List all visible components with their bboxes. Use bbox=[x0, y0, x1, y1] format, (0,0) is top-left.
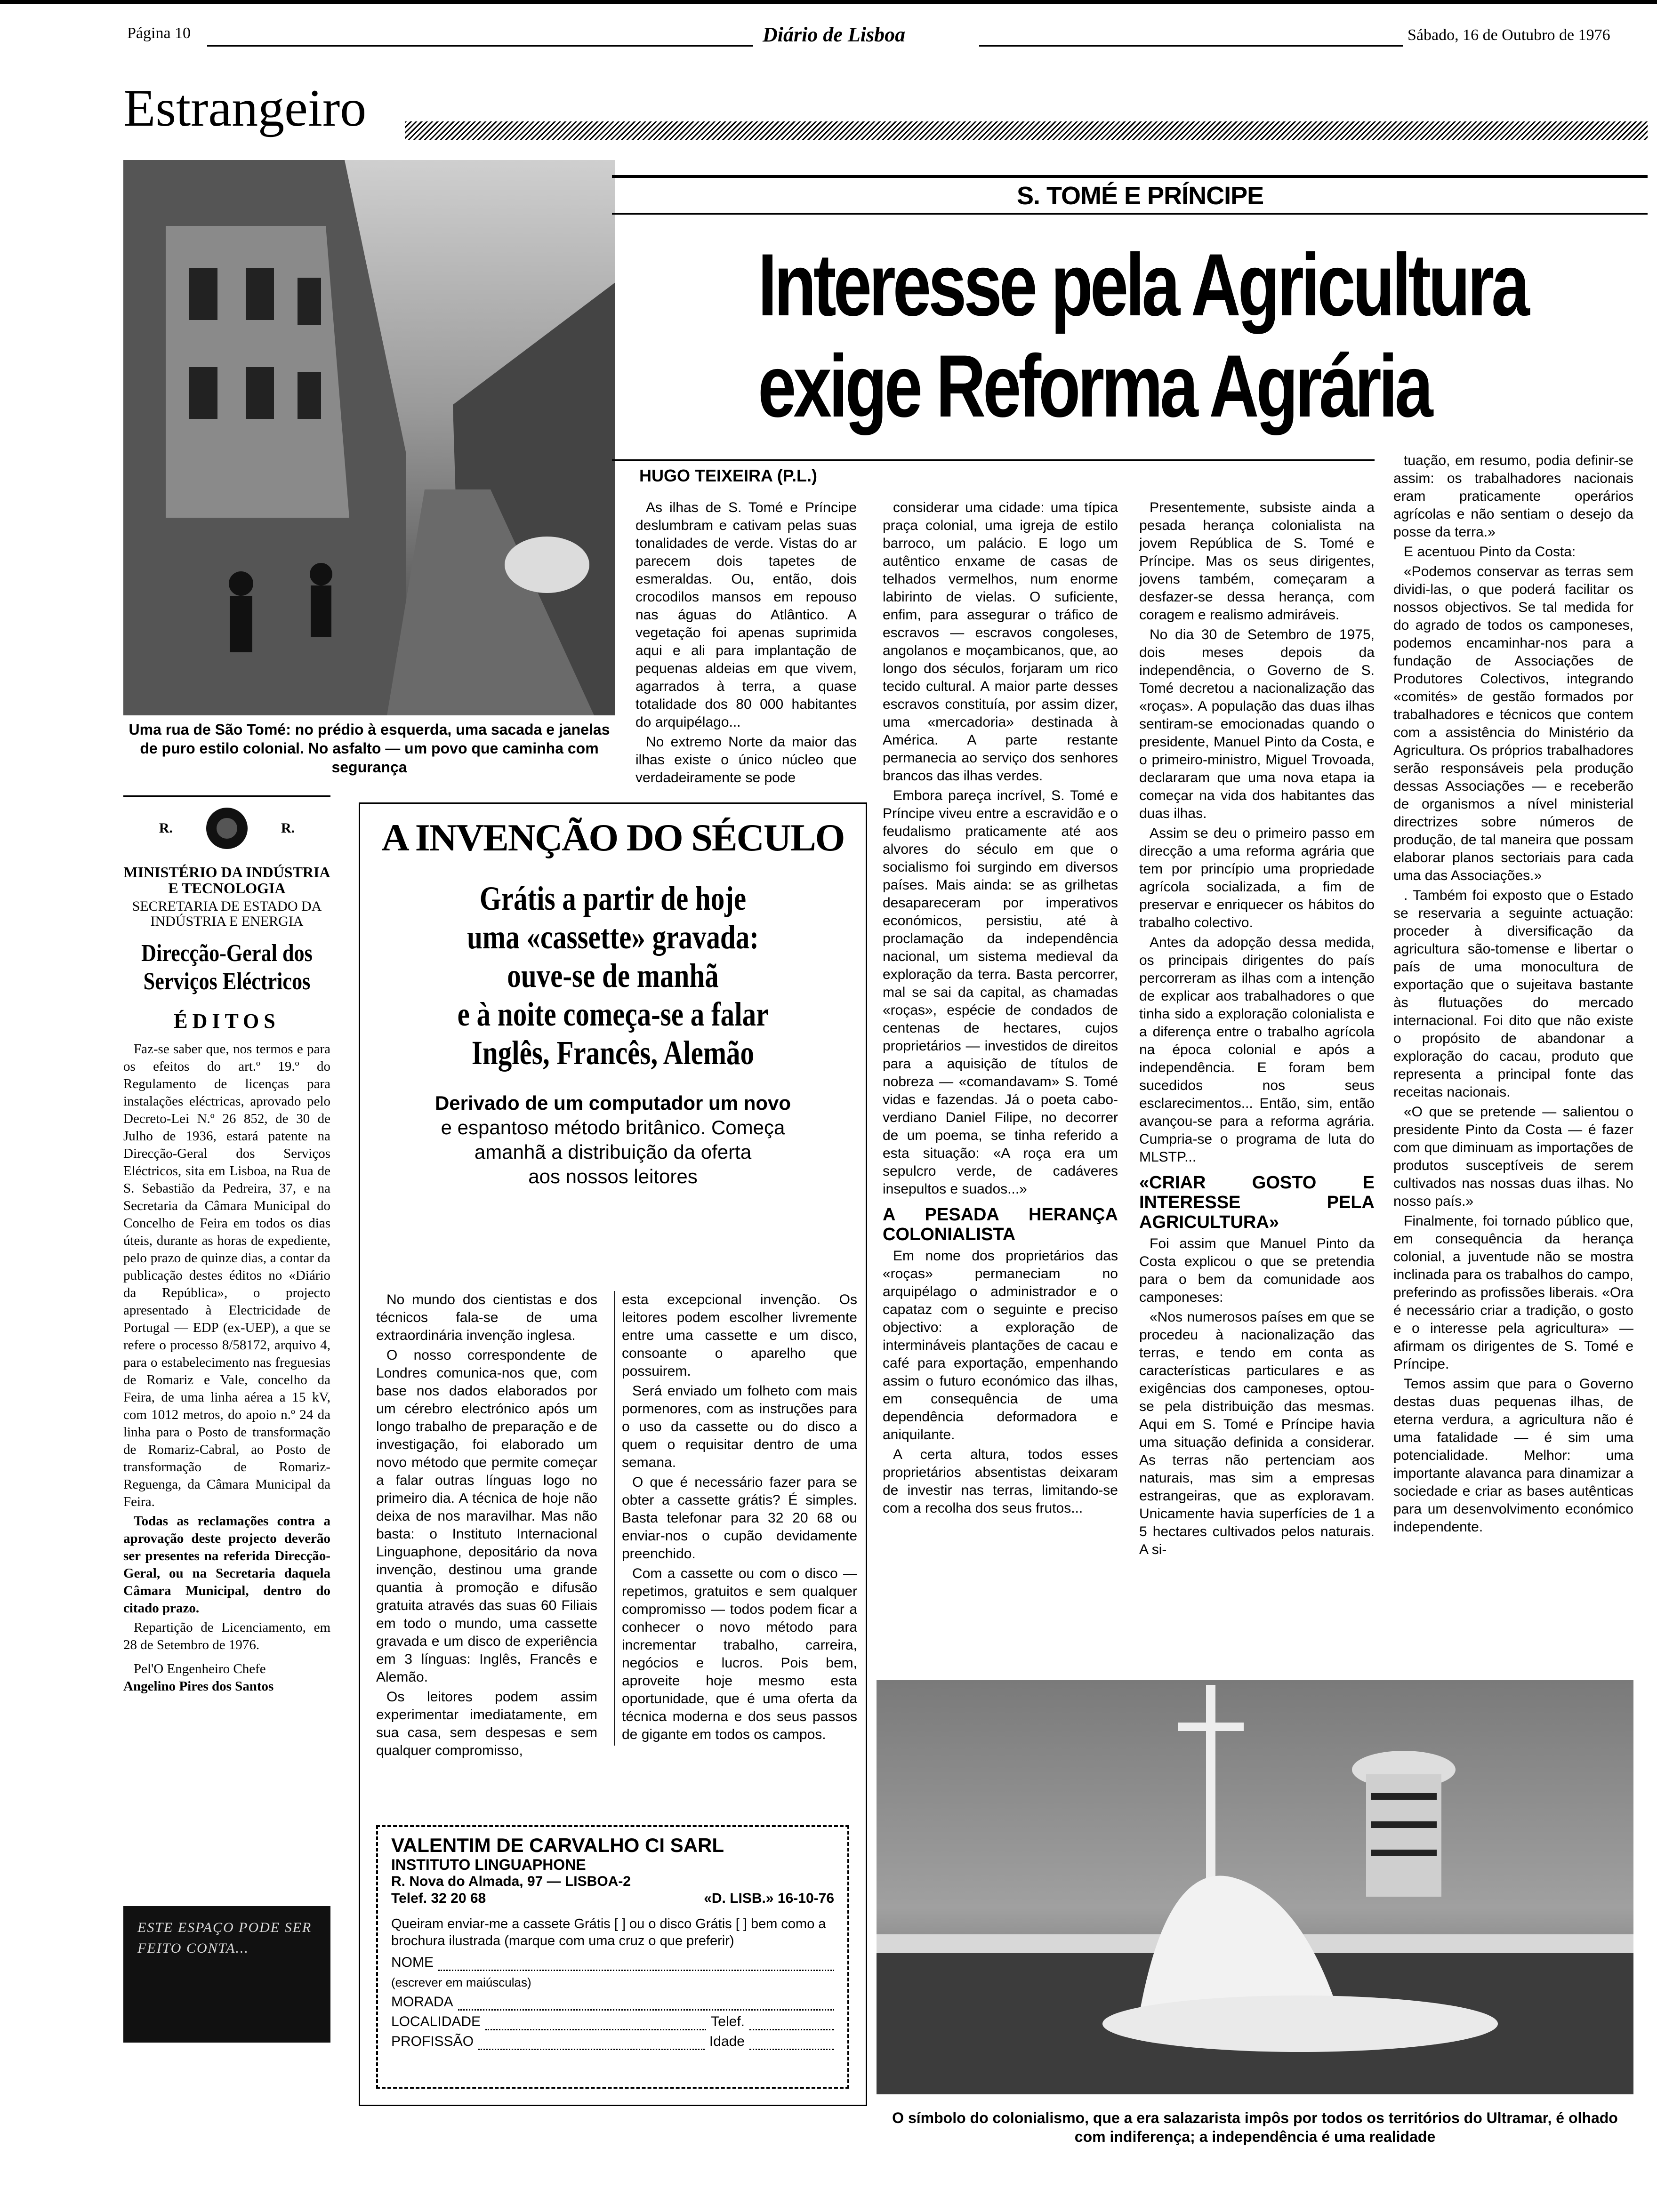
ad-column-1 bbox=[376, 1291, 597, 1762]
monument-photo-caption: O símbolo do colonialismo, que a era salazarista impôs por todos os territórios do Ultramar, é olhado com indiferença; a independência é uma realidade bbox=[892, 2109, 1618, 2145]
monument-photo-graphic bbox=[877, 1680, 1633, 2094]
ad-column-2 bbox=[614, 1291, 857, 1746]
address-label: MORADA bbox=[391, 1994, 453, 2010]
paragraph: No dia 30 de Setembro de 1975, dois meses depois da independência, o Governo de S. Tomé decretou a nacionalização das «roças». A população das duas ilhas sentiram-se emocionadas quando o presidente, Manuel Pinto da Costa, e o primeiro-ministro, Miguel Trovoada, declararam que uma nova etapa ia começar na vida dos habitantes das duas ilhas. bbox=[1139, 627, 1375, 821]
name-field[interactable] bbox=[438, 1956, 834, 1971]
notice-paragraph: Todas as reclamações contra a aprovação deste projecto deverão ser presentes na referida Direcção-Geral, ou na Secretaria daquela Câmara Municipal, dentro do citado prazo. bbox=[123, 1514, 330, 1616]
street-photo-caption: Uma rua de São Tomé: no prédio à esquerda, uma sacada e janelas de puro estilo colonial. No asfalto — um povo que caminha com segurança bbox=[129, 721, 610, 776]
profession-field[interactable] bbox=[478, 2035, 705, 2050]
ad-subheading bbox=[360, 1091, 866, 1189]
ad-paragraph: O que é necessário fazer para se obter a cassette grátis? É simples. Basta telefonar para 32 20 68 ou enviar-nos o cupão devidamente preenchido. bbox=[622, 1475, 857, 1562]
top-border bbox=[0, 0, 1657, 4]
phone-field[interactable] bbox=[749, 2015, 834, 2030]
linguaphone-ad bbox=[359, 802, 867, 2106]
monument-photo bbox=[877, 1680, 1633, 2094]
signature-title: Pel'O Engenheiro Chefe bbox=[134, 1661, 266, 1676]
direction-name: Direcção-Geral dos Serviços Eléctricos bbox=[141, 940, 313, 995]
ad-headline-line: ouve-se de manhã bbox=[507, 957, 719, 994]
name-label: NOME bbox=[391, 1955, 434, 1970]
name-hint: (escrever em maiúsculas) bbox=[391, 1975, 531, 1989]
ad-paragraph: Com a cassette ou com o disco — repetimos, gratuitos e sem qualquer compromisso — todos podem ficar a conhecer o novo método para incrementar trabalho, carreira, negócios e lucros. Pois bem, aproveite hoje mesmo esta oportunidade, que é uma oferta da técnica moderna e dos seus passos de gigante em todos os campos. bbox=[622, 1566, 857, 1742]
ad-paragraph: Será enviado um folheto com mais pormenores, com as instruções para o uso da cassette ou do disco a quem o requisitar dentro de uma semana. bbox=[622, 1383, 857, 1470]
ad-headline-line: Grátis a partir de hoje bbox=[479, 880, 747, 917]
signature-name: Angelino Pires dos Santos bbox=[123, 1679, 274, 1694]
article-column-2 bbox=[883, 499, 1118, 1519]
kicker-rule bbox=[612, 175, 1648, 178]
age-label: Idade bbox=[709, 2034, 745, 2049]
subhead-heranca: A PESADA HERANÇA COLONIALISTA bbox=[883, 1205, 1118, 1244]
subhead-criar-gosto: «CRIAR GOSTO E INTERESSE PELA AGRICULTURA» bbox=[1139, 1173, 1375, 1232]
crest-right-letter: R. bbox=[281, 820, 295, 836]
paragraph: Embora pareça incrível, S. Tomé e Príncipe viveu entre a escravidão e o feudalismo praticamente até aos alvores do século em que o socialismo foi surgindo em diversos países. Mais ainda: se as grilhetas desapareceram por imperativos económicos, persistiu, até à proclamação da independência nacional, um sistema medieval da exploração da terra. Basta percorrer, mal se sai da capital, as chamadas «roças», espécie de condados de centenas de hectares, cujos proprietários — investidos de direitos para a aquisição de títulos de nobreza — «comandavam» S. Tomé vidas e fazendas. Já o poeta cabo-verdiano Daniel Filipe, no decorrer de um poema, se tinha referido a esta situação: «A roça era um sepulcro verde, de cadáveres insepultos e suados...» bbox=[883, 788, 1118, 1197]
ad-paragraph: No mundo dos cientistas e dos técnicos fala-se de uma extraordinária invenção inglesa. bbox=[376, 1292, 597, 1343]
paragraph: A certa altura, todos esses proprietários absentistas deixaram de investir nas terras, limitando-se com a recolha dos seus frutos... bbox=[883, 1447, 1118, 1516]
street-photo bbox=[123, 160, 615, 715]
ministry-name: MINISTÉRIO DA INDÚSTRIA E TECNOLOGIA bbox=[123, 864, 330, 897]
paragraph: «O que se pretende — salientou o presidente Pinto da Costa — é fazer com que diminuam as importações de produtos susceptíveis de serem cultivados nas nossas duas ilhas. No nosso país.» bbox=[1393, 1104, 1633, 1209]
sketch-text: ESTE ESPAÇO PODE SER FEITO CONTA... bbox=[137, 1920, 312, 1956]
ad-sub-line: e espantoso método britânico. Começa bbox=[441, 1116, 785, 1138]
order-coupon bbox=[376, 1825, 849, 2089]
article-column-4 bbox=[1393, 452, 1633, 1538]
crest-left-letter: R. bbox=[159, 820, 173, 836]
ad-sub-line: amanhã a distribuição da oferta bbox=[474, 1141, 752, 1163]
headline-line-1: Interesse pela Agricultura bbox=[758, 235, 1527, 334]
paragraph: Foi assim que Manuel Pinto da Costa explicou o que se pretendia para o bem da comunidade aos camponeses: bbox=[1139, 1236, 1375, 1305]
phone-label: Telef. bbox=[711, 2014, 745, 2029]
section-rule bbox=[405, 121, 1648, 140]
ad-headline bbox=[406, 879, 820, 1072]
editos-notice bbox=[123, 800, 330, 1897]
ad-paragraph: esta excepcional invenção. Os leitores podem escolher livremente entre uma cassette e um disco, consoante o aparelho que possuirem. bbox=[622, 1292, 857, 1379]
article-column-1 bbox=[635, 499, 857, 789]
ad-sub-line: aos nossos leitores bbox=[528, 1165, 698, 1187]
byline: HUGO TEIXEIRA (P.L.) bbox=[639, 466, 818, 485]
paragraph: tuação, em resumo, podia definir-se assim: os trabalhadores nacionais eram praticamente operários agrícolas e não sentiam o desejo da posse da terra.» bbox=[1393, 453, 1633, 540]
paragraph: Antes da adopção dessa medida, os principais dirigentes do país percorreram as ilhas com a intenção de explicar aos trabalhadores o que tinha sido a exploração colonialista e a diferença entre o trabalho agrícola na época colonial e após a independência. E foram bem sucedidos nos seus esclarecimentos... Então, sim, então avançou-se para a reforma agrária. Cumpria-se o programa de luta do MLSTP... bbox=[1139, 935, 1375, 1165]
masthead-rule-left bbox=[207, 45, 753, 47]
paragraph: Presentemente, subsiste ainda a pesada herança colonialista na jovem República de S. Tomé e Príncipe. Mas os seus dirigentes, jovens também, começaram a desfazer-se dessa herança, com coragem e realismo admiráveis. bbox=[1139, 500, 1375, 623]
coupon-reference: «D. LISB.» 16-10-76 bbox=[704, 1891, 834, 1906]
secretariat-name: SECRETARIA DE ESTADO DA INDÚSTRIA E ENERGIA bbox=[132, 898, 322, 929]
locality-label: LOCALIDADE bbox=[391, 2014, 481, 2029]
paragraph: Assim se deu o primeiro passo em direcção a uma reforma agrária que tem por princípio uma propriedade agrícola socializada, a fim de preservar e enriquecer os hábitos do trabalho colectivo. bbox=[1139, 825, 1375, 930]
paragraph: . Também foi exposto que o Estado se reservaria a seguinte actuação: proceder à diversificação da agricultura são-tomense e libertar o país de uma monocultura de exportação que o sujeitava bastante às flutuações do mercado internacional. Foi dito que não existe o propósito de abandonar a exploração do cacau, produto que representa a principal fonte das receitas nacionais. bbox=[1393, 888, 1633, 1100]
headline-line-2: exige Reforma Agrária bbox=[758, 337, 1431, 435]
notice-paragraph: Faz-se saber que, nos termos e para os efeitos do art.º 19.º do Regulamento de licenças para instalações eléctricas, aprovado pelo Decreto-Lei N.º 26 852, de 30 de Julho de 1936, estará patente na Direcção-Geral dos Serviços Eléctricos, sita em Lisboa, na Rua de S. Sebastião da Pedreira, 37, e na Secretaria da Câmara Municipal do Concelho de Feira em todos os dias úteis, durante as horas de expediente, pelo prazo de quinze dias, a contar da publicação destes éditos no «Diário da República», o projecto apresentado à Electricidade de Portugal — EDP (ex-UEP), a que se refere o processo 8/58172, arquivo 4, para o estabelecimento nas freguesias de Romariz e Vale, concelho da Feira, de uma linha aérea a 15 kV, com 1012 metros, do apoio n.º 24 da linha para o Posto de transformação de Romariz-Cabral, ao Posto de transformação de Romariz-Reguenga, da Câmara Municipal da Feira. bbox=[123, 1042, 330, 1509]
age-field[interactable] bbox=[749, 2035, 834, 2050]
byline-rule bbox=[612, 459, 1375, 461]
coupon-institute: INSTITUTO LINGUAPHONE bbox=[391, 1856, 586, 1873]
newspaper-name: Diário de Lisboa bbox=[763, 23, 906, 46]
ad-sub-line: Derivado de um computador um novo bbox=[434, 1092, 791, 1114]
paragraph: No extremo Norte da maior das ilhas existe o único núcleo que verdadeiramente se pode bbox=[635, 734, 857, 785]
notice-top-rule bbox=[123, 795, 330, 797]
article-column-3 bbox=[1139, 499, 1375, 1561]
ad-paragraph: O nosso correspondente de Londres comunica-nos que, com base nos dados elaborados por um cérebro electrónico após um longo trabalho de preparação e de investigação, foi elaborado um novo método que permite começar a falar outras línguas logo no primeiro dia. A técnica de hoje não deixa de nos maravilhar. Mas não basta: o Instituto Internacional Linguaphone, depositário da nova invenção, destinou uma grande quantia à promoção e difusão gratuita através das suas 60 Filiais em todo o mundo, uma cassette gravada e um disco de experiência em 3 línguas: Inglês, Francês e Alemão. bbox=[376, 1347, 597, 1685]
ad-title: A INVENÇÃO DO SÉCULO bbox=[381, 816, 845, 859]
ad-paragraph: Os leitores podem assim experimentar imediatamente, em sua casa, sem despesas e sem qualquer compromisso, bbox=[376, 1689, 597, 1758]
paragraph: «Podemos conservar as terras sem dividi-las, o que poderá facilitar os nossos objectivos. Se tal medida for do agrado de todos os camponeses, podemos encaminhar-nos para a fundação de Associações de Produtores Colectivos, integrando «comités» de gestão formados por trabalhadores e técnicos que contem com a assistência do Ministério da Agricultura. Os próprios trabalhadores serão responsáveis pela produção dessas Associações — e receberão de organismos a nível ministerial directrizes sobre números de produção, de tal maneira que possam elaborar planos sectoriais para cada uma das Associações.» bbox=[1393, 564, 1633, 883]
paragraph: As ilhas de S. Tomé e Príncipe deslumbram e cativam pelas suas tonalidades de verde. Vistas do ar parecem dois tapetes de esmeraldas. Ou, então, dois crocodilos mansos em repouso nas águas do Atlântico. A vegetação foi apenas suprimida aqui e ali para implantação de pequenas aldeias em que vivem, agarrados à terra, a quase totalidade dos 80 000 habitantes do arquipélago... bbox=[635, 500, 857, 730]
profession-label: PROFISSÃO bbox=[391, 2034, 474, 2049]
address-field[interactable] bbox=[458, 1995, 834, 2011]
kicker-rule-bottom bbox=[612, 213, 1648, 215]
paragraph: Em nome dos proprietários das «roças» permaneciam no arquipélago o administrador e o capataz com o seguinte e preciso objectivo: a exploração de intermináveis plantações de cacau e café para exportação, empenhando assim o futuro económico das ilhas, em consequência de uma dependência deformadora e aniquilante. bbox=[883, 1248, 1118, 1443]
paragraph: E acentuou Pinto da Costa: bbox=[1404, 544, 1576, 560]
kicker: S. TOMÉ E PRÍNCIPE bbox=[1017, 182, 1264, 210]
masthead-rule-right bbox=[979, 45, 1403, 47]
paragraph: Finalmente, foi tornado público que, em consequência da herança colonial, a juventude não se mostra inclinada para os trabalhos do campo, preferindo as profissões liberais. «Ora é necessário criar a tradição, o gosto e o interesse pela agricultura» — afirmam os dirigentes de S. Tomé e Príncipe. bbox=[1393, 1213, 1633, 1372]
issue-date: Sábado, 16 de Outubro de 1976 bbox=[1408, 26, 1610, 44]
paragraph: considerar uma cidade: uma típica praça colonial, uma igreja de estilo barroco, um palácio. E logo um autêntico enxame de casas de telhados vermelhos, num enorme labirinto de vielas. O suficiente, enfim, para assegurar o tráfico de escravos — escravos congoleses, angolanos e moçambicanos, que, ao longo dos séculos, forjaram um rico tecido cultural. A maior parte desses escravos constituía, por assim dizer, uma «mercadoria» destinada à América. A parte restante permanecia ao serviço dos senhores brancos das ilhas verdes. bbox=[883, 500, 1118, 784]
ad-headline-line: Inglês, Francês, Alemão bbox=[471, 1034, 755, 1072]
handwritten-sketch bbox=[123, 1906, 330, 2043]
paragraph: Temos assim que para o Governo destas duas pequenas ilhas, de eterna verdura, a agricultura não é uma fatalidade — é sim uma potencialidade. Melhor: uma importante alavanca para dinamizar a sociedade e criar as bases autênticas para um desenvolvimento económico independente. bbox=[1393, 1376, 1633, 1535]
coupon-phone: Telef. 32 20 68 bbox=[391, 1891, 486, 1906]
paragraph: «Nos numerosos países em que se procedeu à nacionalização das terras, e tendo em conta as características particulares e as exigências dos camponeses, optou-se pela distribuição das mesmas. Aqui em S. Tomé e Príncipe havia uma situação definida a considerar. As terras não pertenciam aos naturais, mas sim a empresas estrangeiras, que as exploravam. Unicamente havia superfícies de 1 a 5 hectares cultivados pelos naturais. A si- bbox=[1139, 1309, 1375, 1557]
page-number: Página 10 bbox=[127, 24, 191, 42]
notice-body bbox=[123, 1041, 330, 1695]
section-title: Estrangeiro bbox=[123, 79, 367, 137]
coupon-address: R. Nova do Almada, 97 — LISBOA-2 bbox=[391, 1874, 631, 1889]
notice-title: ÉDITOS bbox=[174, 1010, 280, 1033]
republic-crest-icon bbox=[201, 802, 253, 854]
locality-field[interactable] bbox=[485, 2015, 706, 2030]
coupon-request: Queiram enviar-me a cassete Grátis [ ] ou o disco Grátis [ ] bem como a brochura ilustrada (marque com uma cruz o que preferir) bbox=[391, 1916, 826, 1948]
street-photo-graphic bbox=[123, 160, 615, 715]
ad-headline-line: uma «cassette» gravada: bbox=[467, 918, 759, 956]
ad-headline-line: e à noite começa-se a falar bbox=[457, 995, 769, 1033]
coupon-company: VALENTIM DE CARVALHO CI SARL bbox=[391, 1834, 724, 1856]
notice-paragraph: Repartição de Licenciamento, em 28 de Setembro de 1976. bbox=[123, 1620, 330, 1652]
